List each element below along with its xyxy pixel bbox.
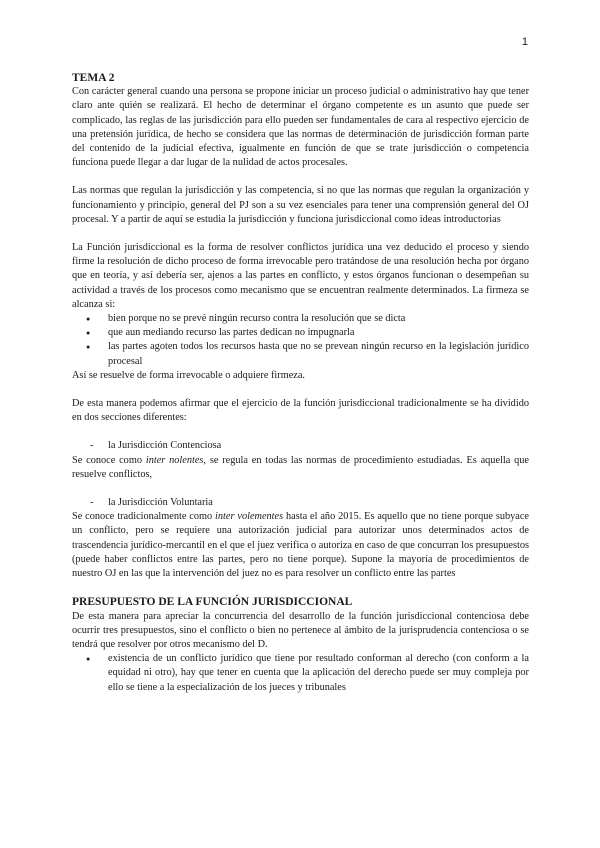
- voluntaria-term: inter volementes: [215, 511, 284, 523]
- presupuesto-list: [72, 652, 529, 695]
- presupuesto-intro: De esta manera para apreciar la concurrencia del desarrollo de la función jurisdiccional contenciosa debe ocurrir tres presupuestos, sino el conflicto o bien no pertenece al ámbito de la jurisprudencia contenciosa o se tendrá que resolver por otros mecanismo del D.: [72, 610, 529, 650]
- contenciosa-paragraph: Se conoce como inter nolentes, se regula en todas las normas de procedimiento estudiadas. Es aquella que resuelve conflictos,: [72, 454, 529, 480]
- normas-paragraph: Las normas que regulan la jurisdicción y las competencia, si no que las normas que regulan la organización y funcionamiento y principio, general del PJ son a su vez esenciales para tener una comprensión general del OJ procesal. Y a partir de aquí se estudia la jurisdicción y funciona jurisdiccional como ideas introductorias: [72, 185, 529, 225]
- list-item: ● que aun mediando recurso las partes dedican no impugnarla: [108, 326, 529, 340]
- document-body: [72, 71, 529, 695]
- firmeza-list: [72, 312, 529, 369]
- voluntaria-label: la Jurisdicción Voluntaria: [108, 497, 213, 509]
- list-item: ● las partes agoten todos los recursos hasta que no se prevean ningún recurso en la legislación jurídico procesal: [108, 340, 529, 368]
- list-item: ● existencia de un conflicto jurídico que tiene por resultado conforman al derecho (con conform a la equidad ni otro), hay que tener en cuenta que la aplicación del derecho puede ser muy compleja por ello se tiene a la especialización de los jueces y tribunales: [108, 652, 529, 695]
- firmeza-conclusion: Así se resuelve de forma irrevocable o adquiere firmeza.: [72, 369, 305, 381]
- section-heading: PRESUPUESTO DE LA FUNCIÓN JURISDICCIONAL: [72, 596, 353, 609]
- funcion-jurisdiccional-paragraph: La Función jurisdiccional es la forma de resolver conflictos jurídica una vez deducido el proceso y siendo firme la resolución de dicho proceso de forma irrevocable pero tratándose de una resolución hecha por órgano que en teoría, y así debería ser, ajenos a las partes en conflicto, y estos órganos funcionan o desempeñan su actividad a través de los procesos como mecanismo que se encuentran realmente determinados. La firmeza se alcanza si:: [72, 242, 529, 310]
- contenciosa-heading: [72, 439, 529, 453]
- dash-marker: -: [90, 440, 94, 452]
- contenciosa-label: la Jurisdicción Contenciosa: [108, 440, 222, 452]
- list-item: ● bien porque no se prevé ningún recurso contra la resolución que se dicta: [108, 312, 529, 326]
- intro-paragraph: Con carácter general cuando una persona se propone iniciar un proceso judicial o administrativo hay que tener claro ante quién se realizará. El hecho de determinar el órgano competente es un asunto que puede ser complicado, las reglas de las jurisdicción para ello pueden ser fundamentales de cara al respectivo ejercicio de una pretensión jurídica, de hecho se considera que las normas de determinación de jurisdicción forman parte del contenido de la judicial efectiva, igualmente en función de que se trate jurisdicción o competencia funciona puede llegar a dar lugar de la nulidad de actos procesales.: [72, 86, 529, 169]
- document-title: TEMA 2: [72, 72, 115, 84]
- dash-marker: -: [90, 497, 94, 509]
- voluntaria-paragraph: Se conoce tradicionalmente como inter volementes hasta el año 2015. Es aquello que no tiene porque subyace un conflicto, pero se requiere una autorización judicial para autorizar unos determinados actos de trascendencia jurídico-mercantil en el que el juez verifica o autoriza en caso de que concurran los presupuestos (puede haber conflictos entre las partes, pero no tiene porque). Supone la mayoría de procedimientos de nuestro OJ en las que la intervención del juez no es para resolver un conflicto entre las partes: [72, 511, 529, 580]
- voluntaria-heading: [72, 496, 529, 510]
- contenciosa-term: inter nolentes,: [145, 454, 206, 466]
- page-number: 1: [521, 36, 528, 48]
- secciones-paragraph: De esta manera podemos afirmar que el ejercicio de la función jurisdiccional tradicionalmente se ha dividido en dos secciones diferentes:: [72, 398, 529, 424]
